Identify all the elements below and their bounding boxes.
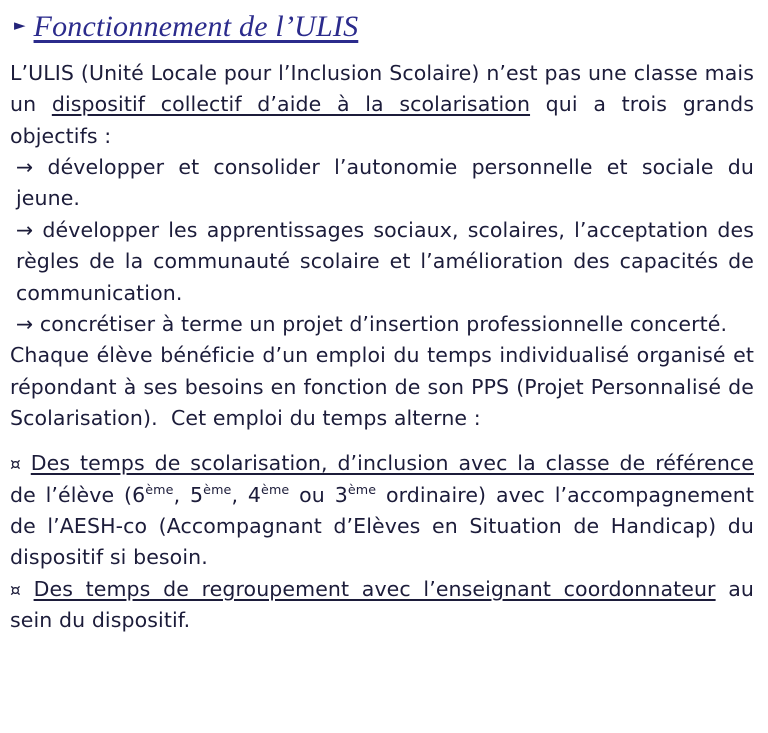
- par-emploi-du-temps: Chaque élève bénéficie d’un emploi du temps individualisé organisé et répondant à ses besoins en fonction de son PPS (Projet Personnalisé de Scolarisation). Cet emploi du temps alterne :: [10, 343, 754, 430]
- spacer: [10, 434, 754, 448]
- triangle-bullet-icon: ►: [14, 16, 26, 34]
- par-definition: L’ULIS (Unité Locale pour l’Inclusion Scolaire) n’est pas une classe mais un dispositif collectif d’aide à la scolarisation qui a trois grands objectifs :: [10, 61, 754, 148]
- par-temps-regroupement: ¤ Des temps de regroupement avec l’enseignant coordonnateur au sein du dispositif.: [10, 576, 755, 633]
- par-objectif-1: → développer et consolider l’autonomie personnelle et sociale du jeune.: [16, 155, 754, 211]
- par-temps-scolarisation: ¤ Des temps de scolarisation, d’inclusion avec la classe de référence de l’élève (6ème, 5ème, 4ème ou 3ème ordinaire) avec l’accompagnement de l’AESH-co (Accompagnant d’Elèves en Situation de Handicap) du dispositif si besoin.: [10, 451, 754, 570]
- par-objectif-3: → concrétiser à terme un projet d’insertion professionnelle concerté.: [16, 311, 728, 336]
- par-objectif-2: → développer les apprentissages sociaux, scolaires, l’acceptation des règles de la communauté scolaire et l’amélioration des capacités de communication.: [16, 217, 754, 305]
- page-title-text: Fonctionnement de l’ULIS: [33, 10, 359, 43]
- page-title: [14, 10, 754, 44]
